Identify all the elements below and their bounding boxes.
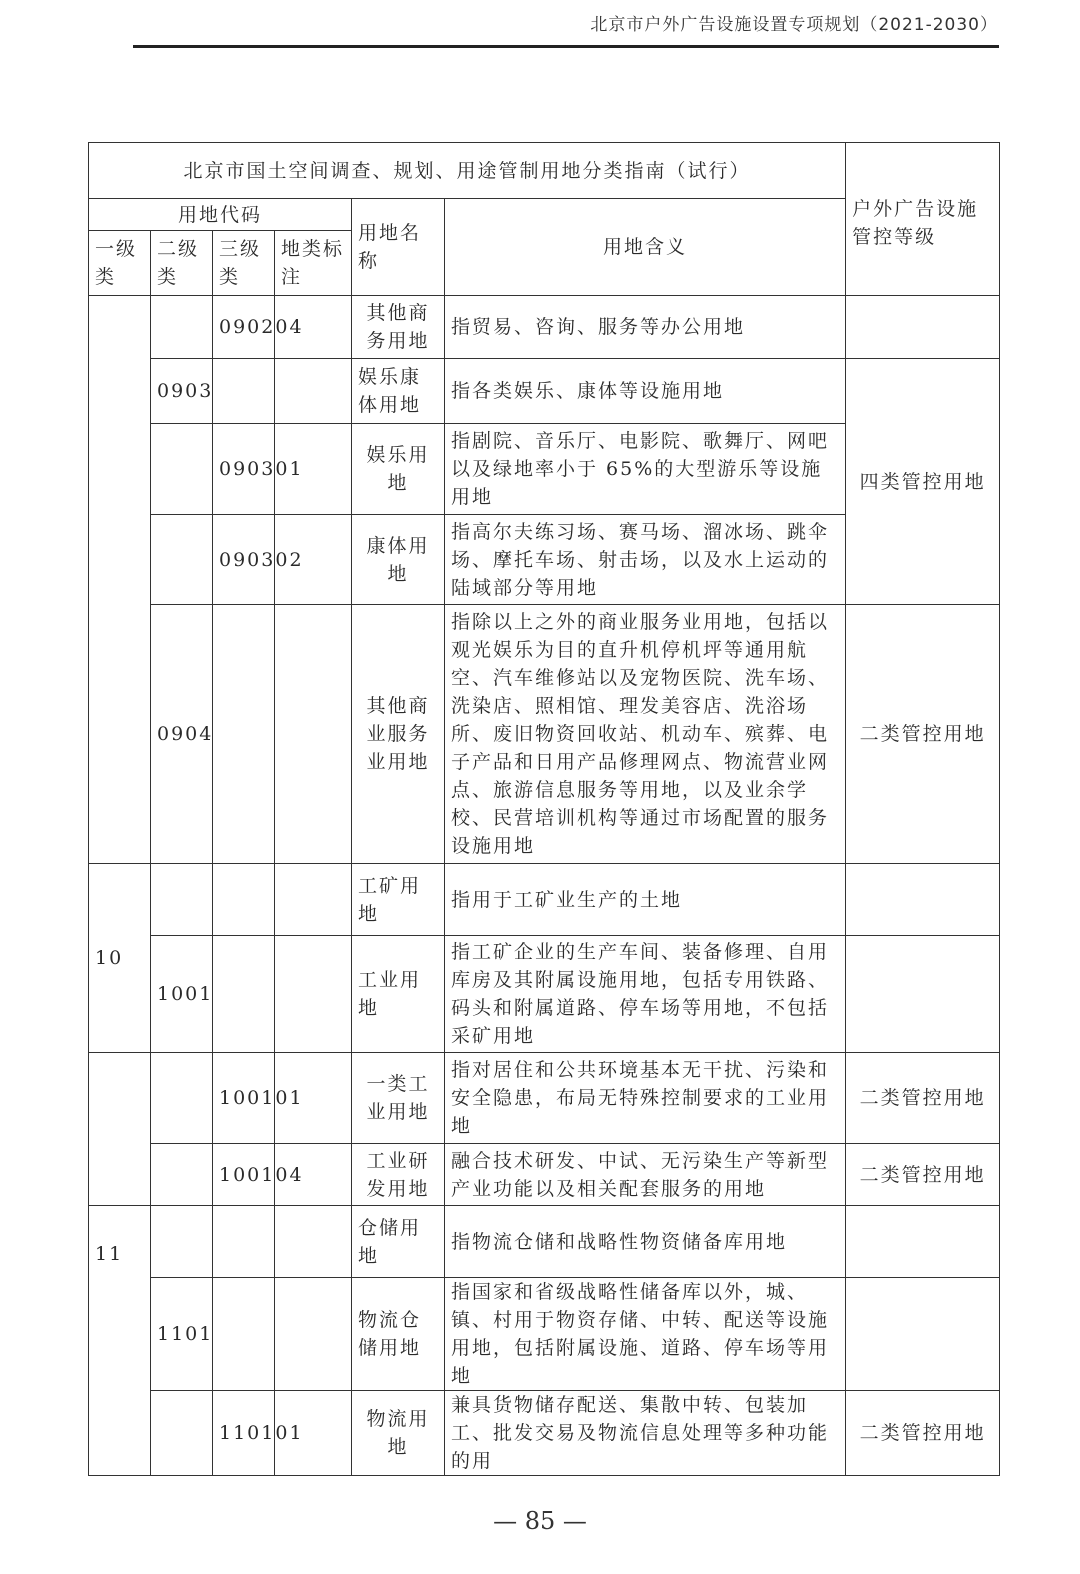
table-cell-l2 <box>151 296 213 359</box>
table-cell-meaning: 指用于工矿业生产的土地 <box>445 864 846 936</box>
level2-header: 二级类 <box>151 231 213 296</box>
table-cell-name: 仓储用地 <box>352 1206 445 1278</box>
header-rule <box>133 45 999 48</box>
note-header: 地类标注 <box>275 231 352 296</box>
table-cell-l2: 0904 <box>151 605 213 864</box>
table-cell-l3 <box>213 1278 275 1391</box>
table-cell-name: 工矿用地 <box>352 864 445 936</box>
table-cell-name: 物流仓储用地 <box>352 1278 445 1391</box>
land-meaning-header: 用地含义 <box>445 199 846 296</box>
page-number: — 85 — <box>493 1507 587 1535</box>
table-cell-meaning: 指对居住和公共环境基本无干扰、污染和安全隐患，布局无特殊控制要求的工业用地 <box>445 1053 846 1144</box>
land-code-header: 用地代码 <box>89 199 352 231</box>
table-cell-l3: 090204 <box>213 296 275 359</box>
table-caption: 北京市国土空间调查、规划、用途管制用地分类指南（试行） <box>89 143 846 199</box>
table-cell-l1 <box>89 1053 151 1206</box>
table-cell-l3 <box>213 1206 275 1278</box>
table-cell-l3: 110101 <box>213 1391 275 1476</box>
table-cell-l3: 100101 <box>213 1053 275 1144</box>
table-cell-l2 <box>151 515 213 605</box>
table-cell-level <box>846 936 1000 1053</box>
table-cell-level <box>846 296 1000 359</box>
table-cell-meaning: 指工矿企业的生产车间、装备修理、自用库房及其附属设施用地，包括专用铁路、码头和附属道路、停车场等用地，不包括采矿用地 <box>445 936 846 1053</box>
level3-header: 三级类 <box>213 231 275 296</box>
table-cell-meaning: 融合技术研发、中试、无污染生产等新型产业功能以及相关配套服务的用地 <box>445 1144 846 1206</box>
table-cell-level: 二类管控用地 <box>846 1144 1000 1206</box>
table-cell-name: 娱乐康体用地 <box>352 359 445 424</box>
table-cell-name: 物流用地 <box>352 1391 445 1476</box>
table-cell-l3: 090302 <box>213 515 275 605</box>
table-cell-note <box>275 864 352 936</box>
table-cell-note <box>275 936 352 1053</box>
table-cell-l2 <box>151 864 213 936</box>
table-cell-l2 <box>151 1144 213 1206</box>
table-cell-name: 其他商业服务业用地 <box>352 605 445 864</box>
table-cell-l3: 100104 <box>213 1144 275 1206</box>
table-cell-name: 工业用地 <box>352 936 445 1053</box>
table-cell-l1: 10 <box>89 864 151 1053</box>
table-cell-meaning: 指除以上之外的商业服务业用地，包括以观光娱乐为目的直升机停机坪等通用航空、汽车维修站以及宠物医院、洗车场、洗染店、照相馆、理发美容店、洗浴场所、废旧物资回收站、机动车、殡葬、电子产品和日用产品修理网点、物流营业网点、旅游信息服务等用地，以及业余学校、民营培训机构等通过市场配置的服务设施用地 <box>445 605 846 864</box>
table-cell-meaning: 指国家和省级战略性储备库以外，城、镇、村用于物资存储、中转、配送等设施用地，包括附属设施、道路、停车场等用地 <box>445 1278 846 1391</box>
table-cell-l3 <box>213 359 275 424</box>
table-cell-l3: 090301 <box>213 424 275 515</box>
table-cell-level <box>846 1206 1000 1278</box>
table-cell-l2 <box>151 1206 213 1278</box>
table-cell-l1 <box>89 296 151 864</box>
table-cell-name: 娱乐用地 <box>352 424 445 515</box>
table-cell-level: 二类管控用地 <box>846 1053 1000 1144</box>
level1-header: 一级类 <box>89 231 151 296</box>
table-cell-l3 <box>213 936 275 1053</box>
table-cell-meaning: 指各类娱乐、康体等设施用地 <box>445 359 846 424</box>
table-cell-level: 二类管控用地 <box>846 1391 1000 1476</box>
table-cell-note <box>275 605 352 864</box>
control-level-header: 户外广告设施管控等级 <box>846 143 1000 296</box>
land-name-header: 用地名称 <box>352 199 445 296</box>
running-header: 北京市户外广告设施设置专项规划（2021-2030） <box>590 15 998 35</box>
table-cell-l2 <box>151 1391 213 1476</box>
table-cell-meaning: 指贸易、咨询、服务等办公用地 <box>445 296 846 359</box>
table-cell-name: 康体用地 <box>352 515 445 605</box>
table-cell-note <box>275 1206 352 1278</box>
table-cell-name: 其他商务用地 <box>352 296 445 359</box>
table-cell-l2: 1101 <box>151 1278 213 1391</box>
table-cell-level: 四类管控用地 <box>846 359 1000 605</box>
table-cell-l2: 0903 <box>151 359 213 424</box>
table-cell-l3 <box>213 605 275 864</box>
land-classification-table <box>88 142 1000 1476</box>
table-cell-note <box>275 1278 352 1391</box>
table-cell-meaning: 指剧院、音乐厅、电影院、歌舞厅、网吧以及绿地率小于 65%的大型游乐等设施用地 <box>445 424 846 515</box>
table-cell-note <box>275 359 352 424</box>
table-cell-name: 一类工业用地 <box>352 1053 445 1144</box>
table-cell-name: 工业研发用地 <box>352 1144 445 1206</box>
table-cell-level <box>846 864 1000 936</box>
table-cell-meaning: 指物流仓储和战略性物资储备库用地 <box>445 1206 846 1278</box>
table-cell-l2: 1001 <box>151 936 213 1053</box>
table-cell-l2 <box>151 1053 213 1144</box>
table-cell-meaning: 兼具货物储存配送、集散中转、包装加工、批发交易及物流信息处理等多种功能的用 <box>445 1391 846 1476</box>
table-cell-level: 二类管控用地 <box>846 605 1000 864</box>
table-cell-l1: 11 <box>89 1206 151 1476</box>
table-cell-level <box>846 1278 1000 1391</box>
table-cell-l2 <box>151 424 213 515</box>
table-cell-l3 <box>213 864 275 936</box>
table-cell-meaning: 指高尔夫练习场、赛马场、溜冰场、跳伞场、摩托车场、射击场，以及水上运动的陆域部分等用地 <box>445 515 846 605</box>
